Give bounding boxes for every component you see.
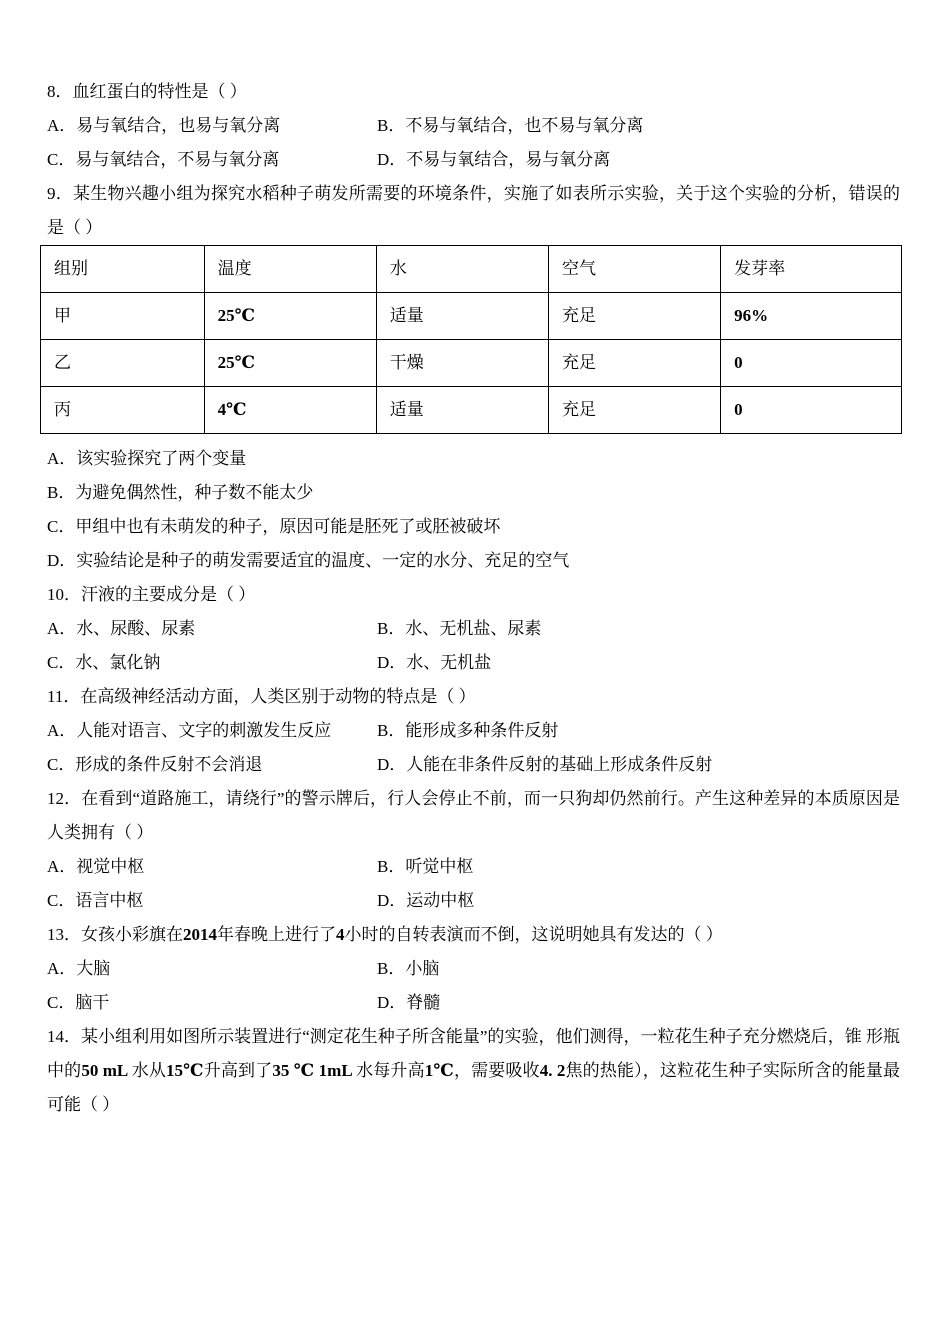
option-b: B．水、无机盐、尿素 xyxy=(377,619,542,638)
table-cell: 25℃ xyxy=(204,293,376,340)
question-11-options xyxy=(47,714,900,782)
option-a: A．人能对语言、文字的刺激发生反应 xyxy=(47,721,332,740)
table-cell: 4℃ xyxy=(204,387,376,434)
option-d: D．运动中枢 xyxy=(377,891,475,910)
option-a: A．水、尿酸、尿素 xyxy=(47,619,196,638)
option-b: B．不易与氧结合，也不易与氧分离 xyxy=(377,116,644,135)
table-cell: 充足 xyxy=(548,340,720,387)
option-a: A．视觉中枢 xyxy=(47,857,145,876)
table-row xyxy=(41,340,902,387)
table-cell: 96% xyxy=(721,293,902,340)
question-12 xyxy=(47,782,900,918)
table-cell: 甲 xyxy=(41,293,205,340)
question-14-stem: 14．某小组利用如图所示装置进行“测定花生种子所含能量”的实验，他们测得，一粒花生种子充分燃烧后，锥 形瓶中的50 mL 水从15℃升高到了35 ℃ 1mL 水每升高1℃，需要吸收4. 2焦的热能），这粒花生种子实际所含的能量最可能（ ） xyxy=(47,1027,900,1114)
option-d: D．水、无机盐 xyxy=(377,653,492,672)
option-c: C．形成的条件反射不会消退 xyxy=(47,755,263,774)
option-a: A．该实验探究了两个变量 xyxy=(47,449,247,468)
option-b: B．能形成多种条件反射 xyxy=(377,721,559,740)
option-b: B．听觉中枢 xyxy=(377,857,474,876)
option-b: B．小脑 xyxy=(377,959,440,978)
table-cell: 0 xyxy=(721,340,902,387)
option-c: C．脑干 xyxy=(47,993,110,1012)
question-14 xyxy=(47,1020,900,1122)
option-c: C．易与氧结合，不易与氧分离 xyxy=(47,150,280,169)
option-c: C．甲组中也有未萌发的种子，原因可能是胚死了或胚被破坏 xyxy=(47,517,501,536)
table-header-cell: 水 xyxy=(376,246,548,293)
table-header-cell: 发芽率 xyxy=(721,246,902,293)
table-header-cell: 空气 xyxy=(548,246,720,293)
table-cell: 充足 xyxy=(548,293,720,340)
option-d: D．人能在非条件反射的基础上形成条件反射 xyxy=(377,755,713,774)
option-c: C．水、氯化钠 xyxy=(47,653,161,672)
option-d: D．不易与氧结合，易与氧分离 xyxy=(377,150,611,169)
table-cell: 干燥 xyxy=(376,340,548,387)
question-8-options xyxy=(47,109,900,177)
table-cell: 丙 xyxy=(41,387,205,434)
table-header-cell: 温度 xyxy=(204,246,376,293)
question-10-stem: 10．汗液的主要成分是（ ） xyxy=(47,585,256,604)
question-9 xyxy=(47,177,900,578)
option-c: C．语言中枢 xyxy=(47,891,144,910)
question-10-options xyxy=(47,612,900,680)
question-8 xyxy=(47,75,900,177)
question-13 xyxy=(47,918,900,1020)
question-11 xyxy=(47,680,900,782)
table-header-row xyxy=(41,246,902,293)
question-10 xyxy=(47,578,900,680)
option-a: A．易与氧结合，也易与氧分离 xyxy=(47,116,281,135)
option-d: D．脊髓 xyxy=(377,993,441,1012)
table-cell: 25℃ xyxy=(204,340,376,387)
table-cell: 适量 xyxy=(376,387,548,434)
question-12-stem: 12．在看到“道路施工，请绕行”的警示牌后，行人会停止不前，而一只狗却仍然前行。产生这种差异的本质原因是人类拥有（ ） xyxy=(47,789,900,842)
question-13-options xyxy=(47,952,900,1020)
q9-experiment-table xyxy=(40,245,902,434)
table-cell: 乙 xyxy=(41,340,205,387)
table-header-cell: 组别 xyxy=(41,246,205,293)
question-9-stem: 9．某生物兴趣小组为探究水稻种子萌发所需要的环境条件，实施了如表所示实验，关于这个实验的分析，错误的是（ ） xyxy=(47,184,900,237)
question-9-options xyxy=(47,442,900,578)
option-d: D．实验结论是种子的萌发需要适宜的温度、一定的水分、充足的空气 xyxy=(47,551,570,570)
table-row xyxy=(41,387,902,434)
table-cell: 适量 xyxy=(376,293,548,340)
question-11-stem: 11．在高级神经活动方面，人类区别于动物的特点是（ ） xyxy=(47,687,476,706)
question-13-stem: 13．女孩小彩旗在2014年春晚上进行了4小时的自转表演而不倒，这说明她具有发达的（ ） xyxy=(47,925,723,944)
table-cell: 充足 xyxy=(548,387,720,434)
option-b: B．为避免偶然性，种子数不能太少 xyxy=(47,483,314,502)
question-8-stem: 8．血红蛋白的特性是（ ） xyxy=(47,82,247,101)
table-row xyxy=(41,293,902,340)
option-a: A．大脑 xyxy=(47,959,111,978)
question-12-options xyxy=(47,850,900,918)
table-cell: 0 xyxy=(721,387,902,434)
